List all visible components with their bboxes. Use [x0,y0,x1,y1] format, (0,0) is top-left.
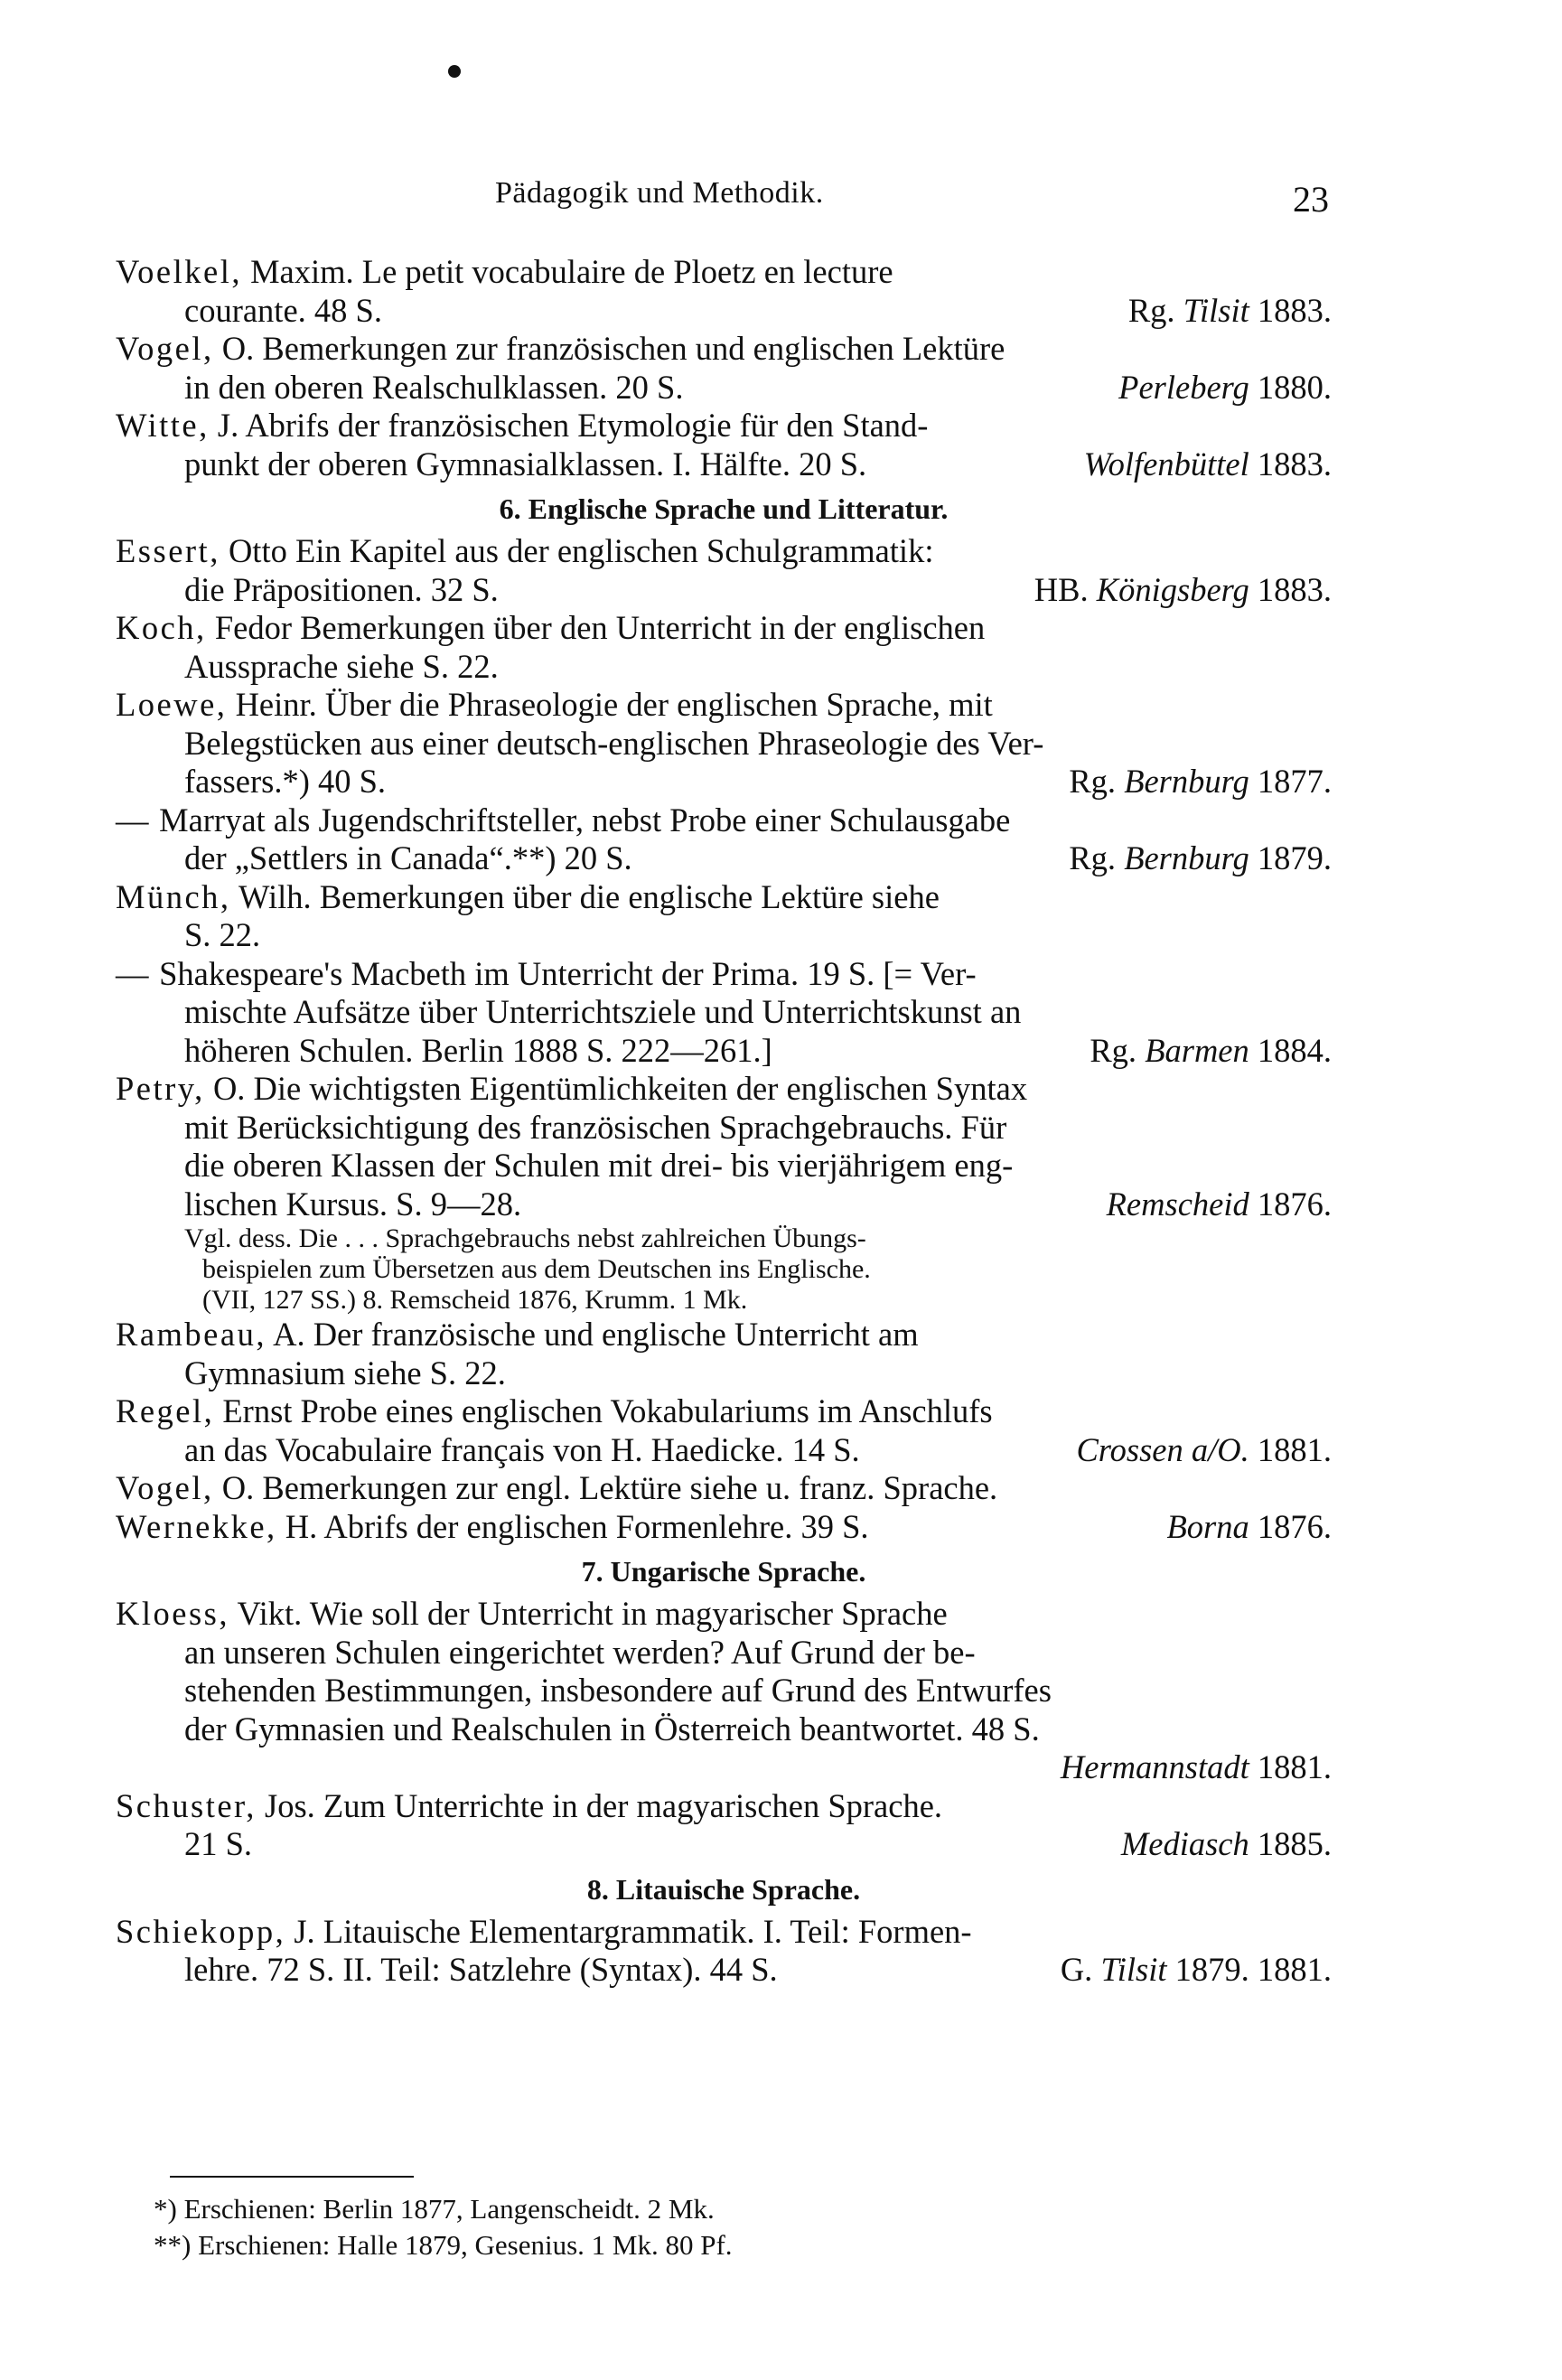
entry-text: Jos. Zum Unterrichte in der magyarischen Sprache. [256,1786,943,1824]
author-name: — [116,954,151,992]
entry-line [116,445,1332,484]
note-line: beispielen zum Übersetzen aus dem Deutschen ins Englische. [202,1254,871,1284]
author-name: Voelkel, [116,253,242,290]
place-year [1128,292,1332,331]
entry-text: A. Der französische und englische Unterricht am [266,1316,919,1353]
entry-line [116,330,1332,369]
place-year [1069,839,1332,878]
footnotes [154,2191,733,2263]
bibliography-entry [116,801,1332,878]
entry-text: stehenden Bestimmungen, insbesondere auf Grund des Entwurfes [184,1672,1052,1709]
entry-line [116,955,1332,994]
entry-line [116,1951,1332,1990]
year: 1876. [1249,1185,1332,1223]
author-name: Vogel, [116,1469,214,1506]
place-year [1090,1032,1332,1071]
entry-text: Otto Ein Kapitel aus der englischen Schulgrammatik: [220,532,934,569]
entry-text: in den oberen Realschulklassen. 20 S. [184,368,684,406]
author-name: Kloess, [116,1595,229,1632]
year: 1883. [1249,570,1332,608]
section-heading-hungarian: 7. Ungarische Sprache. [581,1555,866,1588]
place: Bernburg [1124,763,1249,800]
place: Remscheid [1106,1185,1249,1223]
footnote-1: *) Erschienen: Berlin 1877, Langenscheidt. 2 Mk. [154,2193,715,2225]
entry-text: Belegstücken aus einer deutsch-englischen Phraseologie des Ver- [184,724,1044,762]
place-year [1167,1508,1333,1547]
entry-text: fassers.*) 40 S. [184,763,387,800]
publisher-abbr: HB. [1034,570,1097,608]
entry-text: lischen Kursus. S. 9—28. [184,1185,522,1223]
year: 1877. [1249,763,1332,800]
entry-text: Maxim. Le petit vocabulaire de Ploetz en lecture [241,253,893,290]
ink-dot [448,65,461,78]
entry-line [116,839,1332,878]
entry-text: J. Abrifs der französischen Etymologie für den Stand- [209,407,929,444]
entry-text: O. Die wichtigsten Eigentümlichkeiten der englischen Syntax [204,1070,1028,1107]
entry-line [116,1070,1332,1109]
entry-line [116,1032,1332,1071]
author-name: Schuster, [116,1786,257,1824]
entry-line [116,1913,1332,1952]
entry-line [116,1508,1332,1547]
year: 1879. [1249,839,1332,876]
entry-text: courante. 48 S. [184,291,382,329]
bibliography-entry [116,1913,1332,1990]
entry-text: Heinr. Über die Phraseologie der englischen Sprache, mit [227,686,993,723]
entry-text: O. Bemerkungen zur engl. Lektüre siehe u. franz. Sprache. [213,1469,998,1506]
entry-text: Marryat als Jugendschriftsteller, nebst Probe einer Schulausgabe [151,801,1011,839]
bibliography-entry [116,1787,1332,1864]
bibliography-entry [116,1469,1332,1508]
place-year [1069,763,1332,801]
entry-text: höheren Schulen. Berlin 1888 S. 222—261.] [184,1031,772,1069]
entry-text: S. 22. [184,916,261,953]
entry-text: Ernst Probe eines englischen Vokabulariums im Anschlufs [214,1392,993,1429]
bibliography-entry [116,609,1332,686]
entry-line [116,878,1332,917]
bibliography-entry [116,1316,1332,1392]
entry-line [116,369,1332,408]
entry-line [116,916,1332,955]
bibliography-entry [116,686,1332,801]
place: Barmen [1145,1031,1249,1069]
entry-line [116,1825,1332,1864]
author-name: Koch, [116,609,207,646]
entry-text: Wilh. Bemerkungen über die englische Lektüre siehe [230,877,940,915]
entries-english-2 [116,1316,1332,1546]
entry-text: punkt der oberen Gymnasialklassen. I. Hälfte. 20 S. [184,445,867,483]
section-heading-lithuanian: 8. Litauische Sprache. [586,1872,861,1906]
entry-text: lehre. 72 S. II. Teil: Satzlehre (Syntax). 44 S. [184,1951,778,1988]
entry-text: mit Berücksichtigung des französischen Sprachgebrauchs. Für [184,1108,1007,1146]
page-header [0,176,1562,221]
entries-lithuanian [116,1913,1332,1990]
entry-line [116,686,1332,725]
author-name: Vogel, [116,330,214,367]
place: Bernburg [1124,839,1249,876]
bibliography-entry [116,1392,1332,1469]
place: Borna [1166,1507,1249,1545]
entry-text: J. Litauische Elementargrammatik. I. Teil: Formen- [285,1912,972,1950]
year: 1884. [1249,1031,1332,1069]
year: 1876. [1249,1507,1332,1545]
petry-note [116,1223,1332,1316]
entries-english [116,532,1332,1223]
place: Tilsit [1100,1951,1167,1988]
running-title: Pädagogik und Methodik. [495,176,824,210]
entry-text: Gymnasium siehe S. 22. [184,1354,506,1391]
footnote-2: **) Erschienen: Halle 1879, Gesenius. 1 Mk. 80 Pf. [154,2229,733,2261]
publisher-abbr: Rg. [1069,763,1125,800]
year: 1881. [1249,1748,1332,1785]
author-name: Witte, [116,407,210,444]
bibliography-entry [116,1070,1332,1223]
place: Crossen a/O. [1076,1430,1249,1468]
entry-text: an das Vocabulaire français von H. Haedicke. 14 S. [184,1430,860,1468]
place: Mediasch [1120,1825,1249,1862]
entry-line [116,1392,1332,1431]
place: Wolfenbüttel [1083,445,1249,483]
entries-hungarian [116,1595,1332,1864]
entry-line [116,1431,1332,1470]
entry-line [116,532,1332,571]
entry-line [116,1469,1332,1508]
entry-line [116,571,1332,610]
author-name: — [116,801,151,839]
entries-french [116,253,1332,483]
entry-line [116,725,1332,764]
year: 1881. [1249,1430,1332,1468]
entry-text: H. Abrifs der englischen Formenlehre. 39 S. [276,1507,869,1545]
entry-line [116,1109,1332,1148]
bibliography-entry [116,407,1332,483]
year: 1883. [1249,445,1332,483]
publisher-abbr: Rg. [1090,1031,1146,1069]
entry-text: Shakespeare's Macbeth im Unterricht der Prima. 19 S. [= Ver- [151,954,977,992]
author-name: Wernekke, [116,1507,277,1545]
entry-text: 21 S. [184,1825,253,1862]
author-name: Schiekopp, [116,1912,286,1950]
entry-line [116,801,1332,840]
place-year [1061,1748,1332,1787]
entry-line [116,292,1332,331]
bibliography-entry [116,1595,1332,1787]
bibliography-entry [116,955,1332,1071]
entry-text: die oberen Klassen der Schulen mit drei- bis vierjährigem eng- [184,1147,1014,1184]
entry-text: O. Bemerkungen zur französischen und englischen Lektüre [213,330,1005,367]
entry-line [116,1595,1332,1634]
publisher-abbr: Rg. [1127,291,1183,329]
year: 1879. 1881. [1166,1951,1332,1988]
place: Tilsit [1183,291,1249,329]
entry-line [116,1354,1332,1393]
note-line: Vgl. dess. Die . . . Sprachgebrauchs nebst zahlreichen Übungs- [184,1223,866,1253]
place-year [1107,1185,1332,1224]
entry-text: an unseren Schulen eingerichtet werden? Auf Grund der be- [184,1633,976,1671]
entry-line [116,1672,1332,1710]
entry-line [116,993,1332,1032]
entry-text: Aussprache siehe S. 22. [184,647,499,685]
entry-line [116,1748,1332,1787]
place: Perleberg [1118,368,1249,406]
place-year [1076,1431,1332,1470]
year: 1883. [1249,291,1332,329]
entry-text: die Präpositionen. 32 S. [184,570,499,608]
note-line: (VII, 127 SS.) 8. Remscheid 1876, Krumm. 1 Mk. [202,1285,748,1315]
entry-text: Vikt. Wie soll der Unterricht in magyarischer Sprache [229,1595,948,1632]
bibliography-entry [116,878,1332,955]
author-name: Petry, [116,1070,205,1107]
publisher-abbr: G. [1060,1951,1101,1988]
entry-line [116,1147,1332,1185]
footnote-rule [170,2176,414,2178]
author-name: Münch, [116,877,231,915]
place-year [1084,445,1332,484]
entry-line [116,1787,1332,1826]
place: Königsberg [1096,570,1249,608]
entry-line [116,1316,1332,1354]
entry-line [116,1634,1332,1673]
entry-text: Fedor Bemerkungen über den Unterricht in der englischen [206,609,986,646]
page-body [116,253,1332,1990]
place-year [1121,1825,1332,1864]
author-name: Loewe, [116,686,228,723]
entry-line [116,1710,1332,1749]
place-year [1118,369,1332,408]
entry-line [116,648,1332,687]
page-number: 23 [1293,179,1329,220]
year: 1885. [1249,1825,1332,1862]
entry-text: der „Settlers in Canada“.**) 20 S. [184,839,632,876]
entry-line [116,407,1332,445]
publisher-abbr: Rg. [1069,839,1125,876]
bibliography-entry [116,330,1332,407]
entry-text: der Gymnasien und Realschulen in Österreich beantwortet. 48 S. [184,1710,1040,1748]
section-heading-english: 6. Englische Sprache und Litteratur. [499,492,949,525]
bibliography-entry [116,253,1332,330]
author-name: Rambeau, [116,1316,267,1353]
author-name: Essert, [116,532,220,569]
entry-line [116,609,1332,648]
year: 1880. [1249,368,1332,406]
author-name: Regel, [116,1392,215,1429]
entry-line [116,253,1332,292]
bibliography-entry [116,1508,1332,1547]
entry-line [116,763,1332,801]
place-year [1034,571,1332,610]
entry-line [116,1185,1332,1224]
entry-text: mischte Aufsätze über Unterrichtsziele und Unterrichtskunst an [184,993,1022,1030]
place: Hermannstadt [1060,1748,1249,1785]
place-year [1061,1951,1332,1990]
bibliography-entry [116,532,1332,609]
